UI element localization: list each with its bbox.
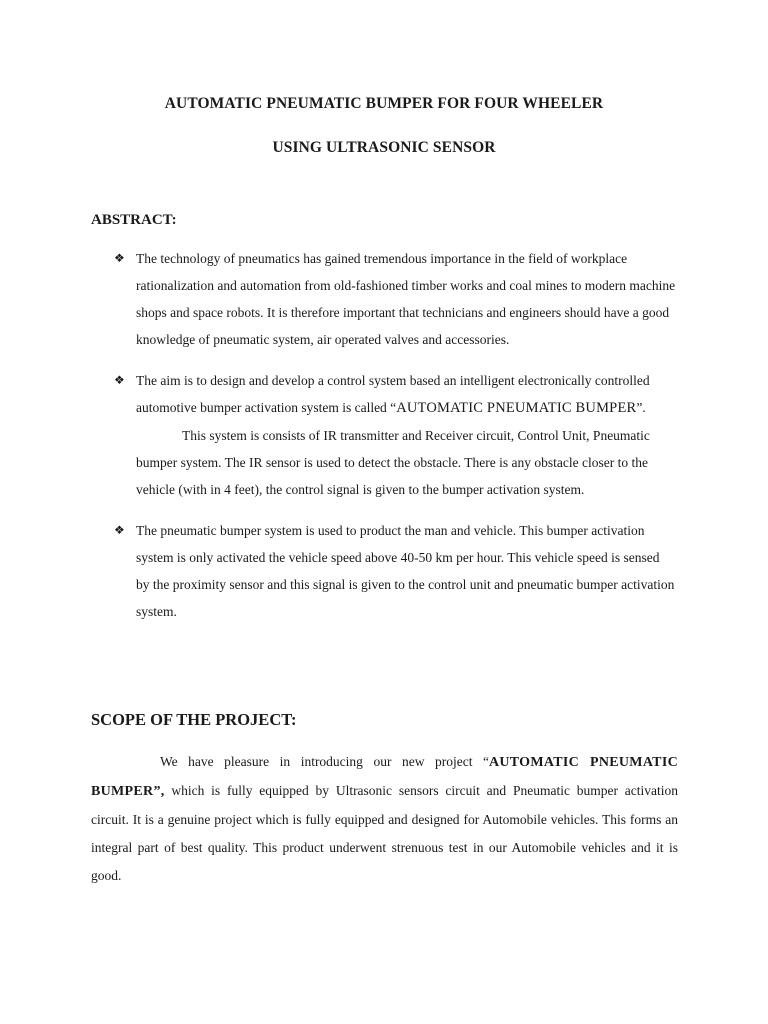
diamond-bullet-icon: ❖ [114, 523, 125, 537]
bullet-text-part: This system is consists of IR transmitter and Receiver circuit, Control Unit, Pneumatic bumper system. The IR sensor is used to detect the obstacle. There is any obstacle closer to the vehicle (with in 4 feet), the control signal is given to the bumper activation system. [136, 428, 650, 497]
document-title: AUTOMATIC PNEUMATIC BUMPER FOR FOUR WHEELER [164, 95, 604, 112]
abstract-heading: ABSTRACT: [91, 212, 177, 228]
bullet-text-part: The aim is to design and develop a control system based an intelligent electronically controlled automotive bumper activation system is called “ [136, 373, 650, 415]
abstract-bullet-list [0, 245, 768, 639]
project-name-emphasis: AUTOMATIC PNEUMATIC BUMPER”, [91, 755, 678, 799]
scope-intro: We have pleasure in introducing our new project “ [160, 754, 489, 769]
project-name-emphasis: AUTOMATIC PNEUMATIC BUMPER [396, 400, 637, 416]
list-item [0, 367, 768, 503]
list-item [0, 517, 768, 625]
bullet-text [136, 367, 676, 503]
scope-body: which is fully equipped by Ultrasonic sensors circuit and Pneumatic bumper activation circuit. It is a genuine project which is fully equipped and designed for Automobile vehicles. This forms an integral part of best quality. This product underwent strenuous test in our Automobile vehicles and it is good. [91, 783, 678, 883]
bullet-text: The pneumatic bumper system is used to product the man and vehicle. This bumper activation system is only activated the vehicle speed above 40-50 km per hour. This vehicle speed is sensed by the proximity sensor and this signal is given to the control unit and pneumatic bumper activation system. [136, 523, 675, 619]
list-item [0, 245, 768, 353]
document-subtitle: USING ULTRASONIC SENSOR [272, 139, 496, 156]
diamond-bullet-icon: ❖ [114, 373, 125, 387]
scope-paragraph [91, 748, 678, 890]
diamond-bullet-icon: ❖ [114, 251, 125, 265]
bullet-text: The technology of pneumatics has gained tremendous importance in the field of workplace rationalization and automation from old-fashioned timber works and coal mines to modern machine shops and space robots. It is therefore important that technicians and engineers should have a good knowledge of pneumatic system, air operated valves and accessories. [136, 251, 676, 347]
scope-heading: SCOPE OF THE PROJECT: [91, 710, 297, 729]
bullet-text-part: ”. [636, 400, 646, 415]
